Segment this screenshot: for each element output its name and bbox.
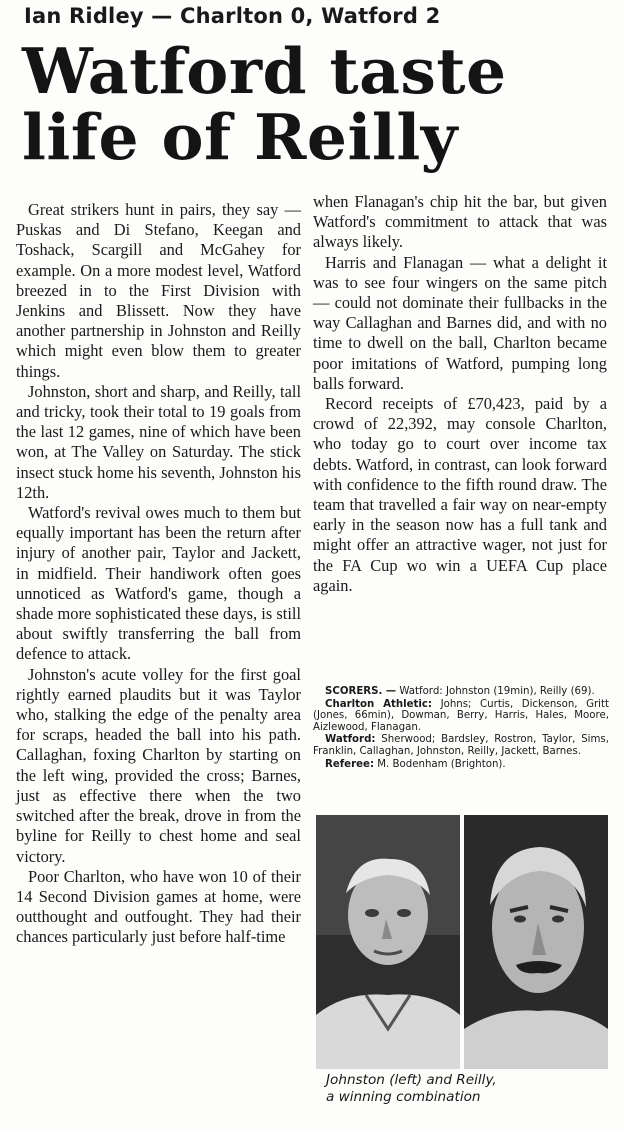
paragraph: Johnston's acute volley for the first goal rightly earned plaudits but it was Taylor who, stalking the edge of the penalty area for scraps, headed the ball into his path. Callaghan, foxing Charlton by starting on the left wing, provided the cross; Barnes, just as effective there when the two switched after the break, drove in from the byline for Reilly to chest home and seal victory.	[16, 664, 301, 866]
headline	[22, 34, 612, 174]
paragraph: Harris and Flanagan — what a delight it was to see four wingers on the same pitch — could not dominate their fullbacks in the way Callaghan and Barnes did, and with no time to dwell on the ball, Charlton became poor imitations of Watford, pumping long balls forward.	[313, 252, 607, 393]
watford-label: Watford:	[325, 734, 376, 746]
scorers-line	[313, 686, 609, 698]
article-column-left	[16, 200, 301, 948]
johnston-portrait-image	[316, 815, 460, 1069]
player-photos	[316, 815, 608, 1069]
watford-players: Sherwood; Bardsley, Rostron, Taylor, Sims, Franklin, Callaghan, Johnston, Reilly, Jackett, Barnes.	[313, 734, 609, 757]
paragraph: Watford's revival owes much to them but equally important has been the return after injury of another pair, Taylor and Jackett, in midfield. Their handiwork often goes unnoticed as Watford's game, though a shade more sophisticated these days, is still about swiftly transferring the ball from defence to attack.	[16, 503, 301, 664]
paragraph: Great strikers hunt in pairs, they say — Puskas and Di Stefano, Keegan and Toshack, Scargill and McGahey for example. On a more modest level, Watford breezed in to the First Division with Jenkins and Blissett. Now they have another partnership in Johnston and Reilly which might even blow them to greater things.	[16, 200, 301, 381]
paragraph: Poor Charlton, who have won 10 of their 14 Second Division games at home, were outthought and outfought. They had their chances particularly just before half-time	[16, 866, 301, 947]
scorers-label: SCORERS. —	[325, 686, 397, 697]
referee-name: M. Bodenham (Brighton).	[377, 758, 506, 770]
paragraph: Johnston, short and sharp, and Reilly, tall and tricky, took their total to 19 goals from the last 12 games, nine of which have been won, at The Valley on Saturday. The stick insect stuck home his seventh, Johnston his 12th.	[16, 381, 301, 502]
photo-caption	[326, 1072, 606, 1106]
paragraph: when Flanagan's chip hit the bar, but given Watford's commitment to attack that was always likely.	[313, 192, 607, 252]
watford-lineup	[313, 734, 609, 757]
reilly-photo	[464, 815, 608, 1069]
paragraph: Record receipts of £70,423, paid by a crowd of 22,392, may console Charlton, who today go to court over income tax debts. Watford, in contrast, can look forward with confidence to the fifth round draw. The team that travelled a fair way on near-empty early in the season now has a full tank and might offer an attractive wager, not just for the FA Cup wo win a UEFA Cup place again.	[313, 394, 607, 595]
caption-line-1: Johnston (left) and Reilly,	[326, 1072, 497, 1088]
johnston-photo	[316, 815, 460, 1069]
headline-line-2: life of Reilly	[22, 100, 458, 174]
charlton-label: Charlton Athletic:	[325, 698, 433, 710]
byline: Ian Ridley — Charlton 0, Watford 2	[24, 4, 441, 28]
scorers-text: Watford: Johnston (19min), Reilly (69).	[399, 686, 595, 697]
reilly-portrait-image	[464, 815, 608, 1069]
caption-line-2: a winning combination	[326, 1089, 481, 1105]
article-column-right	[313, 192, 607, 596]
charlton-players: Johns; Curtis, Dickenson, Gritt (Jones, 66min), Dowman, Berry, Harris, Hales, Moore, Aizlewood, Flanagan.	[313, 698, 609, 733]
charlton-lineup	[313, 699, 609, 734]
referee-line	[313, 759, 609, 771]
referee-label: Referee:	[325, 758, 375, 770]
match-details	[313, 686, 609, 771]
headline-line-1: Watford taste	[22, 34, 507, 108]
